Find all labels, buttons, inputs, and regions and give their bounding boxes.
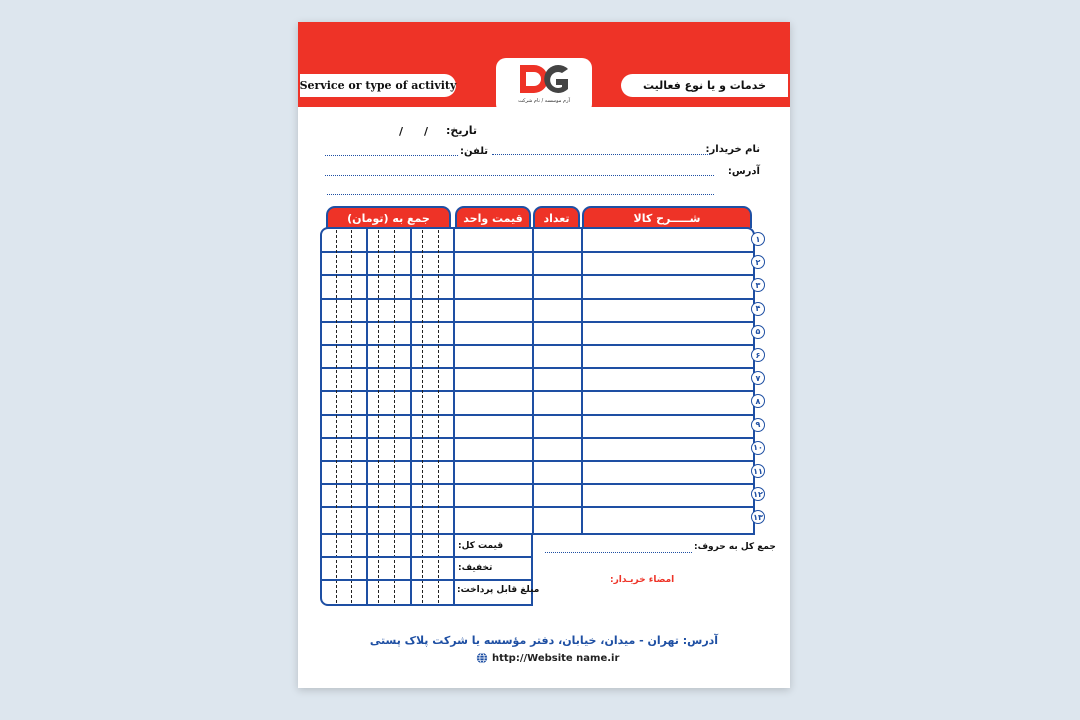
dashed-divider (351, 230, 352, 603)
company-logo (496, 58, 592, 114)
row-divider (320, 483, 755, 485)
dashed-divider (336, 230, 337, 603)
row-divider (320, 298, 755, 300)
buyer-signature-label: امضاء خریـدار: (610, 575, 675, 585)
invoice-sheet (298, 22, 790, 688)
footer-address: آدرس: تهران - میدان، خیابان، دفتر مؤسسه یا شرکت پلاک پستی (369, 634, 719, 647)
row-number: ۹ (751, 418, 765, 432)
phone-label: تلفن: (460, 146, 489, 157)
summary-row-divider (320, 579, 533, 581)
address-field-1[interactable] (325, 175, 714, 176)
total-price-label: قیمت کل: (458, 541, 504, 551)
column-divider (453, 227, 455, 606)
date-slash-2: / (399, 125, 404, 138)
row-number: ۱ (751, 232, 765, 246)
row-number: ۱۲ (751, 487, 765, 501)
phone-field[interactable] (325, 155, 458, 156)
buyer-field[interactable] (492, 154, 710, 155)
column-divider (410, 227, 412, 606)
globe-icon (476, 652, 488, 664)
col-unit-price-header: قیمت واحد (455, 206, 531, 228)
total-in-words-field[interactable] (545, 552, 692, 553)
row-divider (320, 274, 755, 276)
row-divider (320, 367, 755, 369)
discount-label: تخفیف: (458, 563, 493, 573)
dashed-divider (394, 230, 395, 603)
row-number: ۶ (751, 348, 765, 362)
total-in-words-label: جمع کل به حروف: (694, 542, 776, 552)
column-divider (366, 227, 368, 606)
address-label: آدرس: (727, 166, 760, 177)
buyer-label: نام خریدار: (705, 144, 760, 155)
date-label: تاریخ: (446, 124, 478, 137)
dashed-divider (438, 230, 439, 603)
row-divider (320, 344, 755, 346)
row-divider (320, 414, 755, 416)
row-divider (320, 390, 755, 392)
row-divider (320, 251, 755, 253)
logo-icon (514, 61, 574, 97)
row-divider (320, 437, 755, 439)
row-divider (320, 506, 755, 508)
activity-title-en: Service or type of activity (300, 74, 456, 97)
row-number: ۲ (751, 255, 765, 269)
row-number: ۴ (751, 302, 765, 316)
activity-title-fa: خدمات و یا نوع فعالیت (621, 74, 788, 97)
footer-website[interactable] (476, 652, 619, 664)
col-total-header: جمع به (تومان) (326, 206, 451, 228)
summary-row-divider (320, 556, 533, 558)
row-number: ۵ (751, 325, 765, 339)
col-quantity-header: تعداد (533, 206, 580, 228)
row-number: ۱۱ (751, 464, 765, 478)
row-number: ۱۰ (751, 441, 765, 455)
address-field-2[interactable] (327, 194, 714, 195)
row-number: ۱۳ (751, 510, 765, 524)
column-divider (532, 227, 534, 535)
website-text: http://Website name.ir (492, 652, 620, 664)
date-slash-1: / (424, 125, 429, 138)
column-divider (581, 227, 583, 535)
row-divider (320, 460, 755, 462)
items-table (320, 227, 755, 535)
payable-amount-label: مبلغ قابل پرداخت: (457, 585, 540, 595)
row-number: ۷ (751, 371, 765, 385)
row-divider (320, 321, 755, 323)
col-description-header: شـــــرح کالا (582, 206, 752, 228)
row-number: ۸ (751, 394, 765, 408)
row-number: ۳ (751, 278, 765, 292)
dashed-divider (378, 230, 379, 603)
logo-caption: آرم موسسه / نام شرکت (518, 98, 570, 104)
dashed-divider (422, 230, 423, 603)
